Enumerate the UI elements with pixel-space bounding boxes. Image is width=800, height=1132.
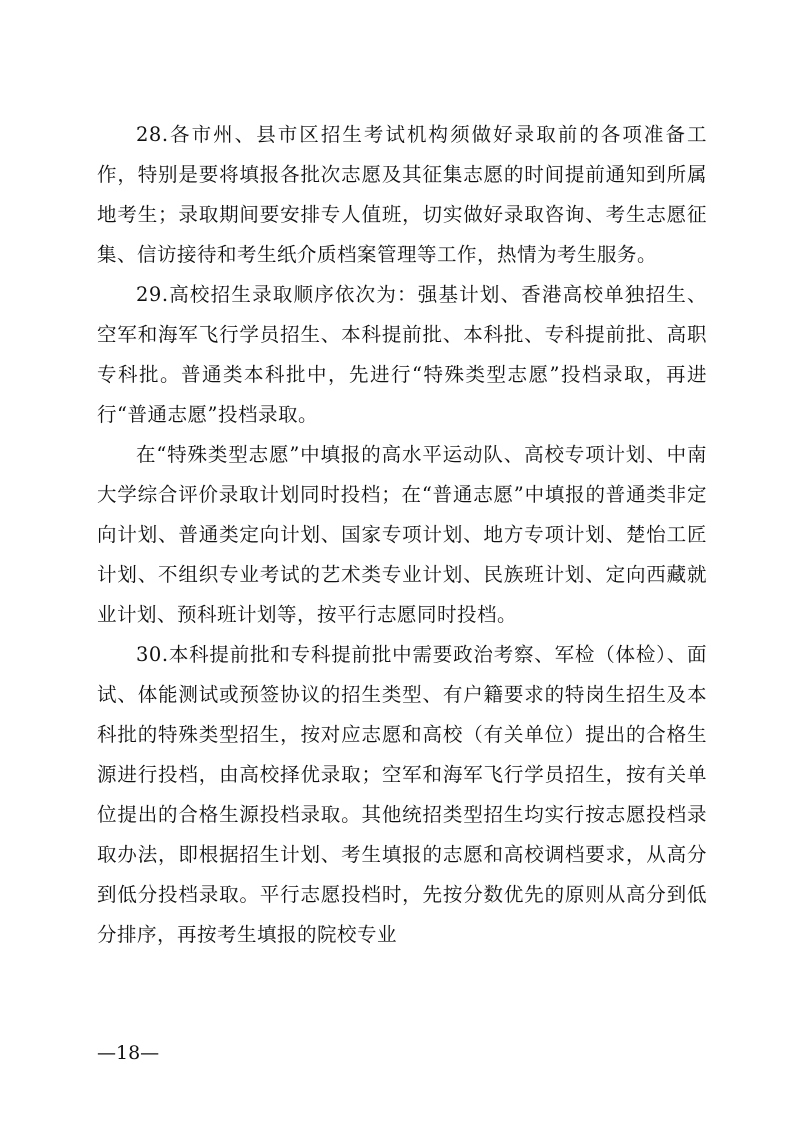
paragraph-30: 30.本科提前批和专科提前批中需要政治考察、军检（体检）、面试、体能测试或预签协议的招生类型、有户籍要求的特岗生招生及本科批的特殊类型招生，按对应志愿和高校（有关单位）提出的合格生源进行投档，由高校择优录取；空军和海军飞行学员招生，按有关单位提出的合格生源投档录取。其他统招类型招生均实行按志愿投档录取办法，即根据招生计划、考生填报的志愿和高校调档要求，从高分到低分投档录取。平行志愿投档时，先按分数优先的原则从高分到低分排序，再按考生填报的院校专业 <box>97 643 707 946</box>
document-body <box>97 115 707 955</box>
paragraph-28: 28.各市州、县市区招生考试机构须做好录取前的各项准备工作，特别是要将填报各批次志愿及其征集志愿的时间提前通知到所属地考生；录取期间要安排专人值班，切实做好录取咨询、考生志愿征集、信访接待和考生纸介质档案管理等工作，热情为考生服务。 <box>97 123 707 266</box>
paragraph-29: 29.高校招生录取顺序依次为：强基计划、香港高校单独招生、空军和海军飞行学员招生、本科提前批、本科批、专科提前批、高职专科批。普通类本科批中，先进行“特殊类型志愿”投档录取，再进行“普通志愿”投档录取。 <box>97 283 707 426</box>
paragraph-29-continued: 在“特殊类型志愿”中填报的高水平运动队、高校专项计划、中南大学综合评价录取计划同时投档；在“普通志愿”中填报的普通类非定向计划、普通类定向计划、国家专项计划、地方专项计划、楚怡工匠计划、不组织专业考试的艺术类专业计划、民族班计划、定向西藏就业计划、预科班计划等，按平行志愿同时投档。 <box>97 443 707 626</box>
page-number: —18— <box>97 1042 160 1064</box>
